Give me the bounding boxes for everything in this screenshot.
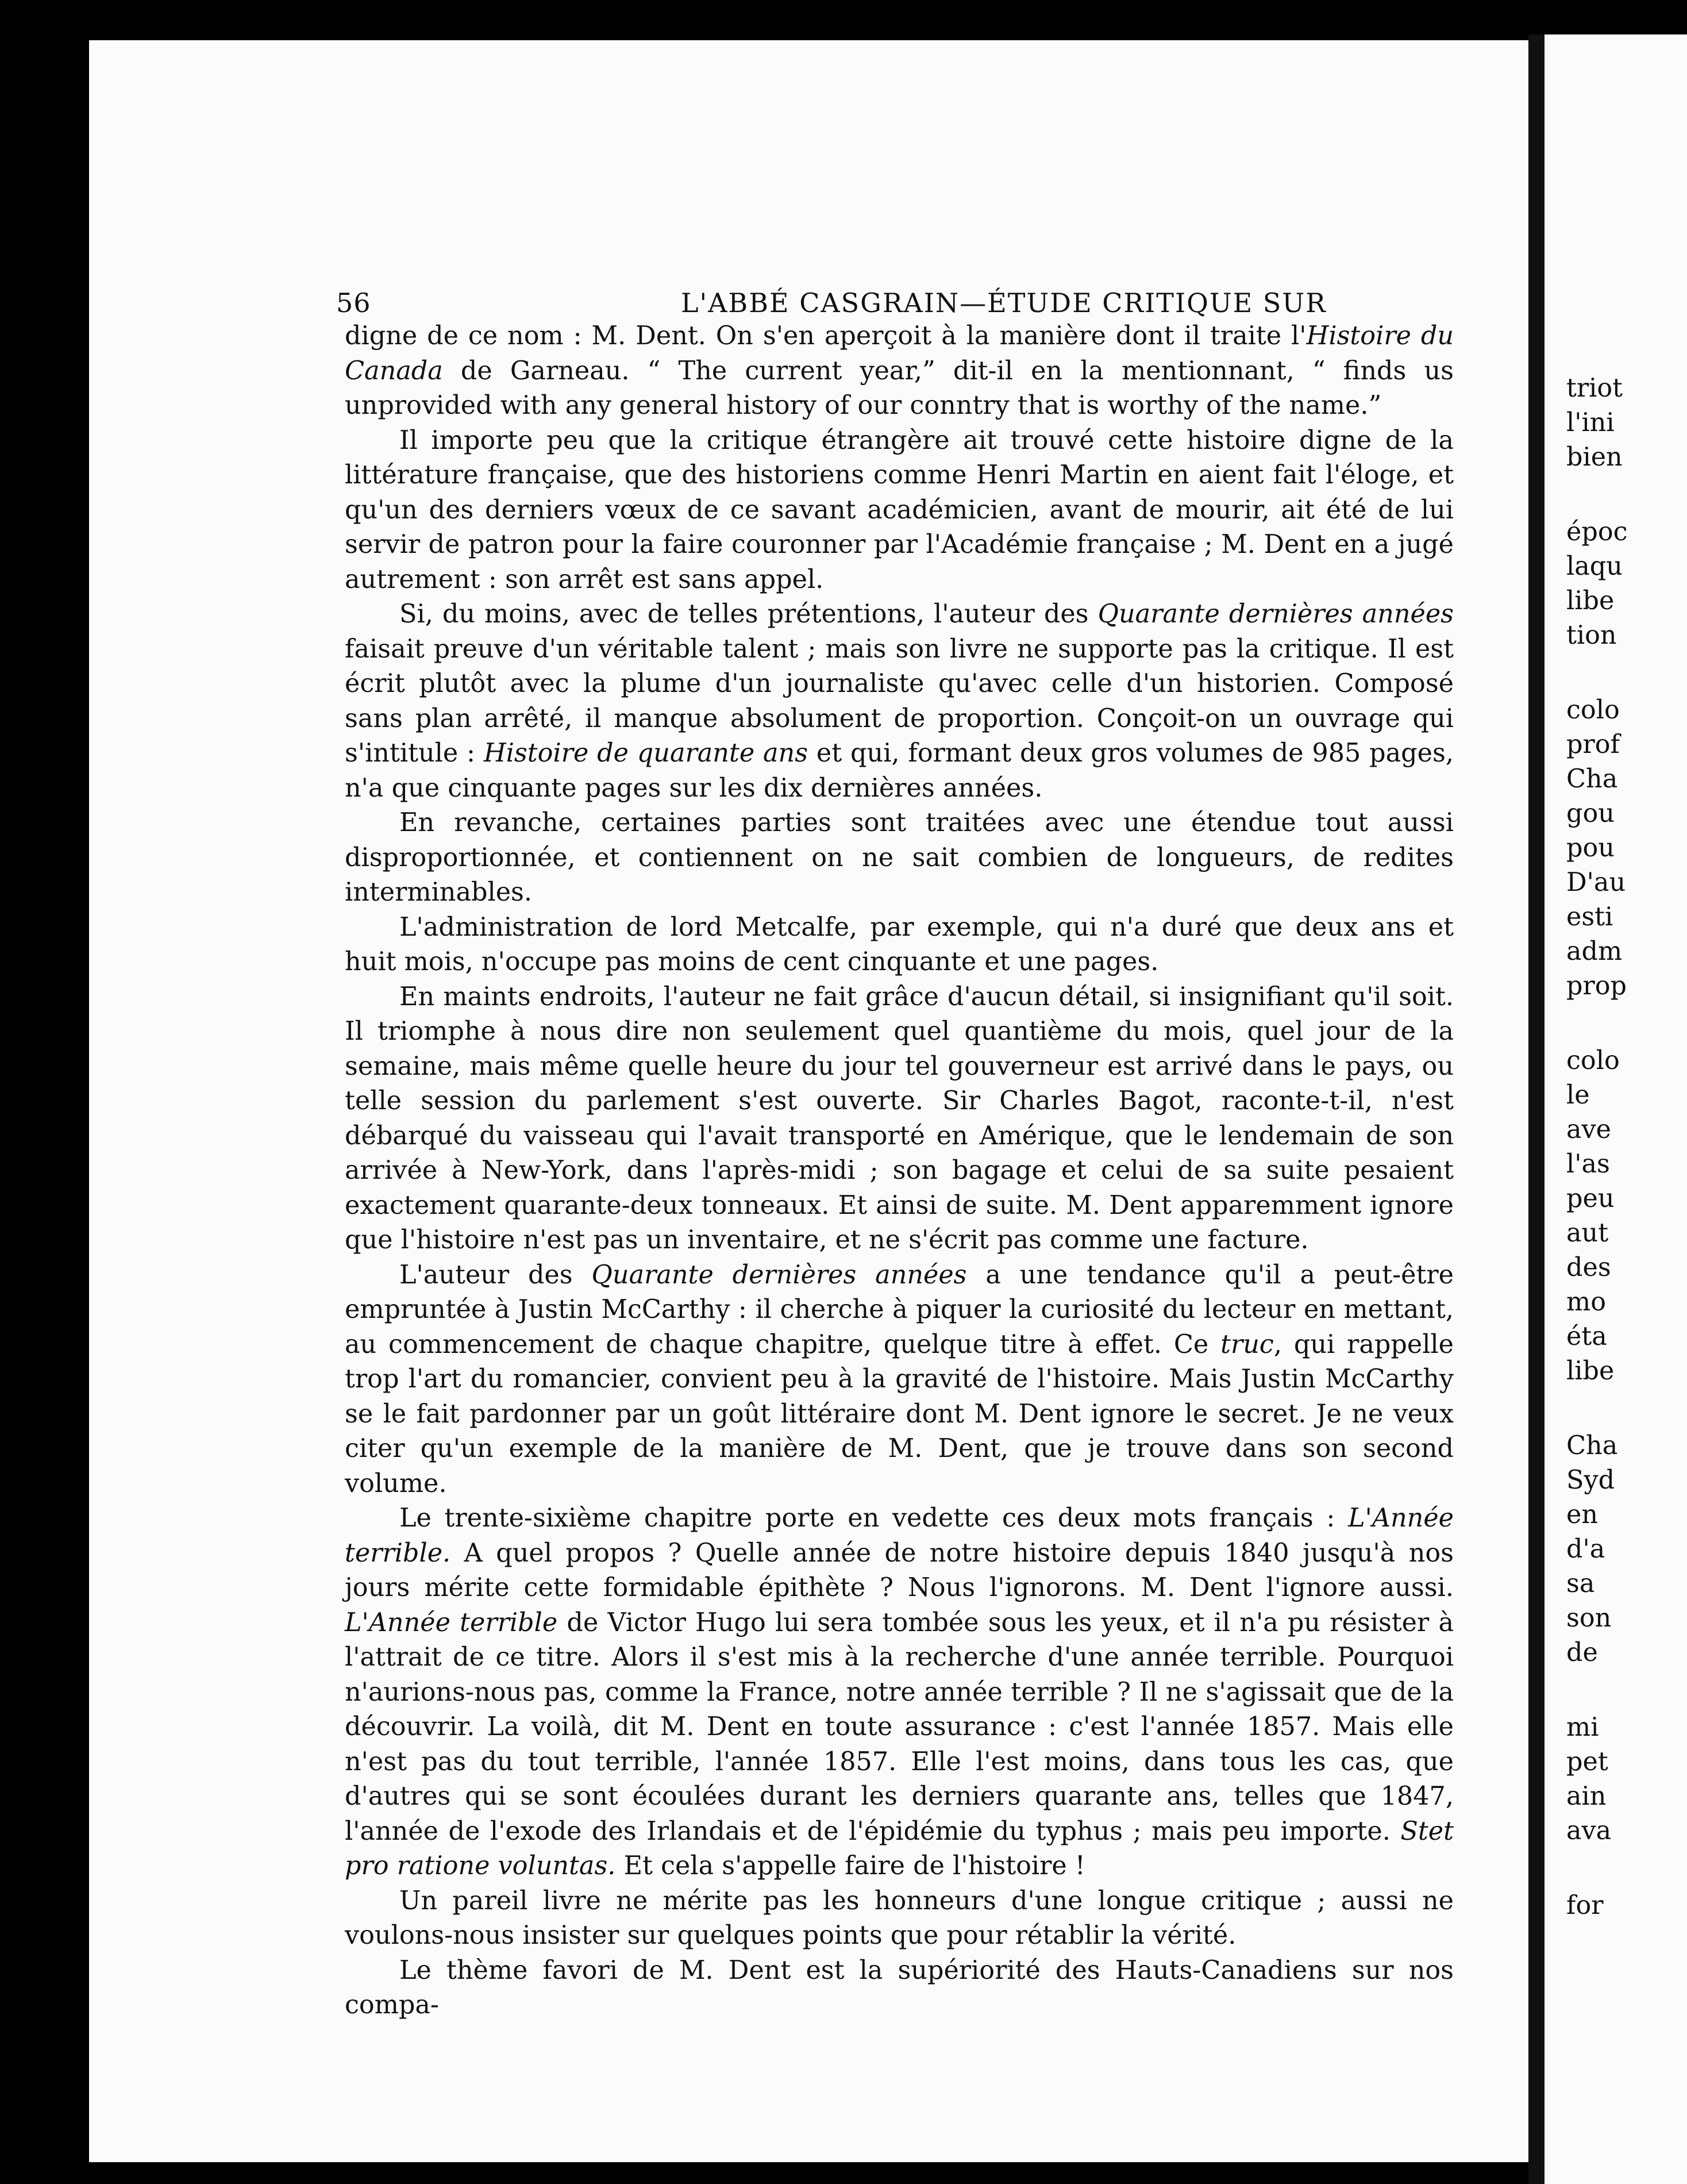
facing-page-fragment: aut: [1566, 1218, 1609, 1248]
facing-page-fragment: colo: [1566, 695, 1620, 725]
facing-page-fragment: ave: [1566, 1115, 1612, 1144]
facing-page-fragment: de: [1566, 1638, 1598, 1667]
facing-page-fragment: pet: [1566, 1747, 1608, 1777]
italic-text: L'Année terrible: [345, 1608, 558, 1637]
page-number: 56: [336, 287, 371, 318]
facing-page-fragment: libe: [1566, 1356, 1615, 1386]
facing-page-fragment: époc: [1566, 517, 1628, 547]
body-text: [345, 319, 1454, 2023]
paragraph: Un pareil livre ne mérite pas les honneurs d'une longue critique ; aussi ne voulons-nous insister sur quelques points que pour rétablir la vérité.: [345, 1886, 1454, 1950]
facing-page: [1545, 34, 1687, 2184]
facing-page-fragment: des: [1566, 1253, 1611, 1282]
facing-page-fragment: le: [1566, 1081, 1590, 1110]
italic-text: Histoire du Canada: [345, 321, 1454, 386]
paragraph: L'auteur des Quarante dernières années a une tendance qu'il a peut-être empruntée à Justin McCarthy : il cherche à piquer la curiosité du lecteur en mettant, au commencement de chaque chapitre, quelque titre à effet. Ce truc, qui rappelle trop l'art du romancier, convient peu à la gravité de l'histoire. Mais Justin McCarthy se le fait pardonner par un goût littéraire dont M. Dent ignore le secret. Je ne veux citer qu'un exemple de la manière de M. Dent, que je trouve dans son second volume.: [345, 1260, 1454, 1498]
italic-text: L'Année terrible.: [345, 1504, 1454, 1568]
paragraph: digne de ce nom : M. Dent. On s'en aperçoit à la manière dont il traite l'Histoire du Canada de Garneau. “ The current year,” dit-il en la mentionnant, “ finds us unprovided with any general history of our conntry that is worthy of the name.”: [345, 321, 1454, 420]
facing-page-fragment: éta: [1566, 1322, 1607, 1351]
facing-page-fragment: mo: [1566, 1287, 1606, 1317]
facing-page-fragment: gou: [1566, 799, 1615, 828]
italic-text: Stet pro ratione voluntas.: [345, 1816, 1454, 1881]
facing-page-fragment: mi: [1566, 1713, 1599, 1742]
facing-page-fragment: Cha: [1566, 1431, 1618, 1460]
facing-page-fragment: laqu: [1566, 552, 1623, 581]
facing-page-fragment: adm: [1566, 937, 1623, 966]
paragraph: Le thème favori de M. Dent est la supériorité des Hauts-Canadiens sur nos compa-: [345, 1955, 1454, 2020]
paragraph: En revanche, certaines parties sont traitées avec une étendue tout aussi disproportionnée, et contiennent on ne sait combien de longueurs, de redites interminables.: [345, 808, 1454, 907]
scan-speck: [36, 1037, 38, 1040]
facing-page-fragment: peu: [1566, 1184, 1615, 1213]
facing-page-fragment: for: [1566, 1891, 1604, 1920]
facing-page-fragment: sa: [1566, 1569, 1595, 1598]
facing-page-fragment: l'as: [1566, 1149, 1610, 1179]
running-title: L'ABBÉ CASGRAIN—ÉTUDE CRITIQUE SUR: [681, 287, 1327, 318]
facing-page-fragment: l'ini: [1566, 408, 1615, 437]
facing-page-fragment: tion: [1566, 621, 1617, 650]
italic-text: Histoire de quarante ans: [483, 739, 808, 768]
paragraph: L'administration de lord Metcalfe, par exemple, qui n'a duré que deux ans et huit mois, n'occupe pas moins de cent cinquante et une pages.: [345, 912, 1454, 976]
book-page: [89, 40, 1528, 2162]
facing-page-fragment: ain: [1566, 1782, 1607, 1811]
italic-text: truc: [1220, 1329, 1274, 1359]
facing-page-fragment: libe: [1566, 586, 1615, 616]
facing-page-fragment: triot: [1566, 374, 1623, 403]
paragraph: En maints endroits, l'auteur ne fait grâce d'aucun détail, si insignifiant qu'il soit. Il triomphe à nous dire non seulement quel quantième du mois, quel jour de la semaine, mais même quelle heure du jour tel gouverneur est arrivé dans le pays, ou telle session du parlement s'est ouverte. Sir Charles Bagot, raconte-t-il, n'est débarqué du vaisseau qui l'avait transporté en Amérique, que le lendemain de son arrivée à New-York, dans l'après-midi ; son bagage et celui de sa suite pesaient exactement quarante-deux tonneaux. Et ainsi de suite. M. Dent apparemment ignore que l'histoire n'est pas un inventaire, et ne s'écrit pas comme une facture.: [345, 982, 1454, 1255]
facing-page-fragment: prop: [1566, 971, 1627, 1001]
facing-page-fragment: d'a: [1566, 1535, 1605, 1564]
italic-text: Quarante dernières années: [591, 1260, 967, 1290]
paragraph: Si, du moins, avec de telles prétentions, l'auteur des Quarante dernières années faisait preuve d'un véritable talent ; mais son livre ne supporte pas la critique. Il est écrit plutôt avec la plume d'un journaliste qu'avec celle d'un historien. Composé sans plan arrêté, il manque absolument de proportion. Conçoit-on un ouvrage qui s'intitule : Histoire de quarante ans et qui, formant deux gros volumes de 985 pages, n'a que cinquante pages sur les dix dernières années.: [345, 599, 1454, 803]
italic-text: Quarante dernières années: [1097, 599, 1454, 629]
facing-page-fragment: pou: [1566, 833, 1615, 863]
paragraph: Il importe peu que la critique étrangère ait trouvé cette histoire digne de la littérature française, que des historiens comme Henri Martin en aient fait l'éloge, et qu'un des derniers vœux de ce savant académicien, avant de mourir, ait été de lui servir de patron pour la faire couronner par l'Académie française ; M. Dent en a jugé autrement : son arrêt est sans appel.: [345, 425, 1454, 594]
facing-page-fragment: Syd: [1566, 1466, 1615, 1495]
facing-page-fragment: son: [1566, 1604, 1612, 1633]
scan-border: [0, 0, 1687, 34]
facing-page-fragment: en: [1566, 1500, 1598, 1529]
facing-page-fragment: esti: [1566, 902, 1613, 932]
scan-speck: [5, 1854, 22, 1866]
facing-page-fragment: bien: [1566, 443, 1623, 472]
page-header: [336, 287, 1543, 322]
facing-page-fragment: prof: [1566, 730, 1620, 759]
paragraph: Le trente-sixième chapitre porte en vedette ces deux mots français : L'Année terrible. A quel propos ? Quelle année de notre histoire depuis 1840 jusqu'à nos jours mérite cette formidable épithète ? Nous l'ignorons. M. Dent l'ignore aussi. L'Année terrible de Victor Hugo lui sera tombée sous les yeux, et il n'a pu résister à l'attrait de ce titre. Alors il s'est mis à la recherche d'une année terrible. Pourquoi n'aurions-nous pas, comme la France, notre année terrible ? Il ne s'agissait que de la découvrir. La voilà, dit M. Dent en toute assurance : c'est l'année 1857. Mais elle n'est pas du tout terrible, l'année 1857. Elle l'est moins, dans tous les cas, que d'autres qui se sont écoulées durant les derniers quarante ans, telles que 1847, l'année de l'exode des Irlandais et de l'épidémie du typhus ; mais peu importe. Stet pro ratione voluntas. Et cela s'appelle faire de l'histoire !: [345, 1504, 1454, 1881]
scan-speck: [23, 443, 28, 447]
facing-page-fragment: D'au: [1566, 868, 1626, 897]
facing-page-fragment: Cha: [1566, 764, 1618, 794]
facing-page-fragment: colo: [1566, 1046, 1620, 1075]
facing-page-fragment: ava: [1566, 1816, 1612, 1845]
